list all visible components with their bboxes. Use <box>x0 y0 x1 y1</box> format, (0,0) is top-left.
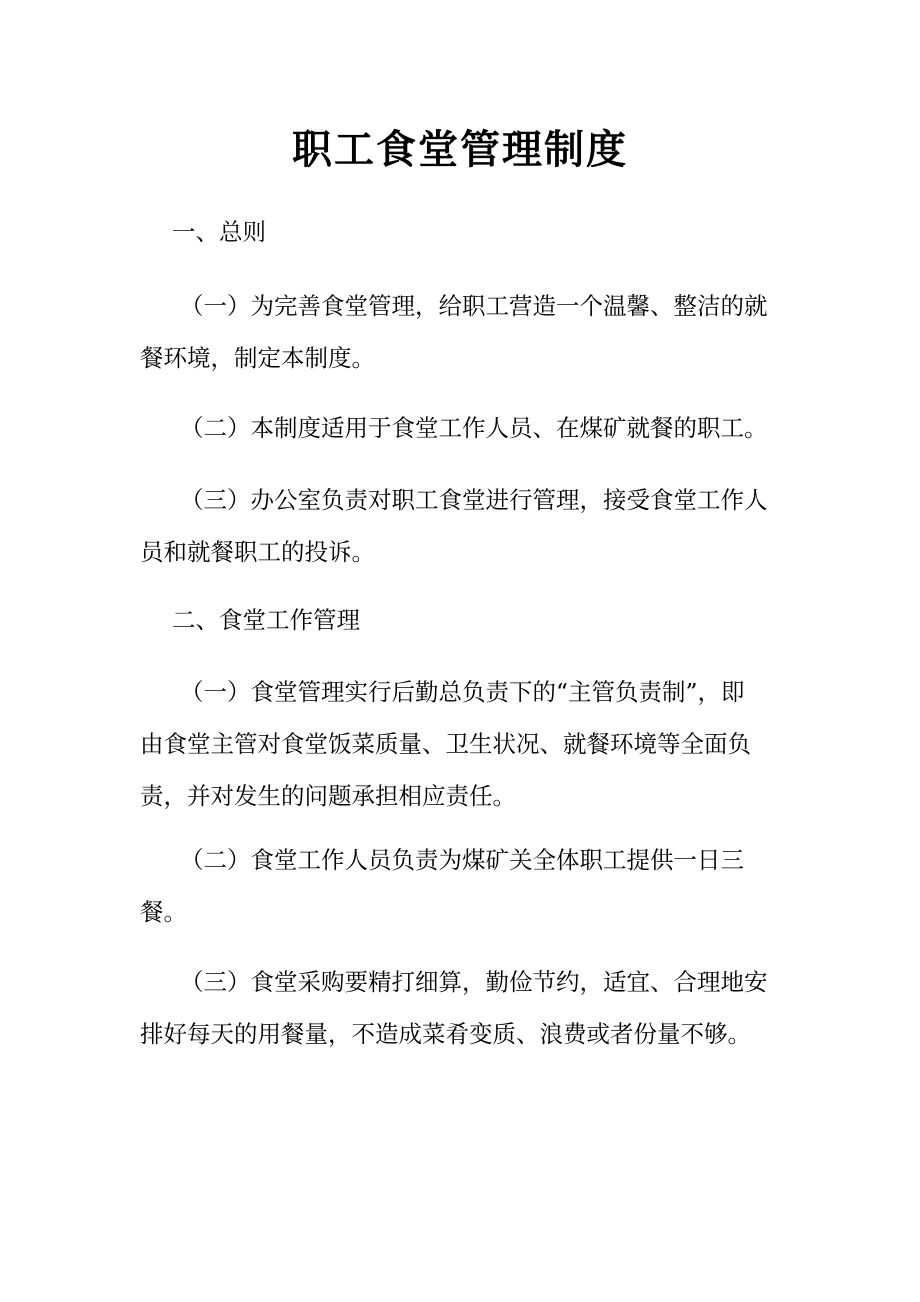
paragraph-line: （二）本制度适用于食堂工作人员、在煤矿就餐的职工。 <box>180 414 768 442</box>
paragraph-line: 餐。 <box>140 898 187 926</box>
paragraph-line: （一）食堂管理实行后勤总负责下的“主管负责制”，即 <box>180 678 745 706</box>
section-heading-general <box>140 206 785 258</box>
paragraph-line: 餐环境，制定本制度。 <box>140 344 375 372</box>
paragraph-work-1 <box>140 666 785 822</box>
paragraph-work-3 <box>140 956 785 1060</box>
paragraph-work-2 <box>140 834 785 938</box>
paragraph-general-3 <box>140 474 785 578</box>
paragraph-line: 由食堂主管对食堂饭菜质量、卫生状况、就餐环境等全面负 <box>140 730 751 758</box>
paragraph-line: 员和就餐职工的投诉。 <box>140 538 375 566</box>
section-heading-canteen-work <box>140 594 785 646</box>
paragraph-line: （二）食堂工作人员负责为煤矿关全体职工提供一日三 <box>180 846 744 874</box>
heading-line: 二、食堂工作管理 <box>172 606 360 634</box>
document-title: 职工食堂管理制度 <box>292 126 628 173</box>
paragraph-line: （三）办公室负责对职工食堂进行管理，接受食堂工作人 <box>180 486 768 514</box>
paragraph-line: 责，并对发生的问题承担相应责任。 <box>140 782 516 810</box>
paragraph-general-1 <box>140 280 785 384</box>
paragraph-line: （一）为完善食堂管理，给职工营造一个温馨、整洁的就 <box>180 292 768 320</box>
paragraph-line: 排好每天的用餐量，不造成菜肴变质、浪费或者份量不够。 <box>140 1020 751 1048</box>
heading-line: 一、总则 <box>172 218 266 246</box>
paragraph-line: （三）食堂采购要精打细算，勤俭节约，适宜、合理地安 <box>180 968 768 996</box>
paragraph-general-2 <box>140 402 785 454</box>
